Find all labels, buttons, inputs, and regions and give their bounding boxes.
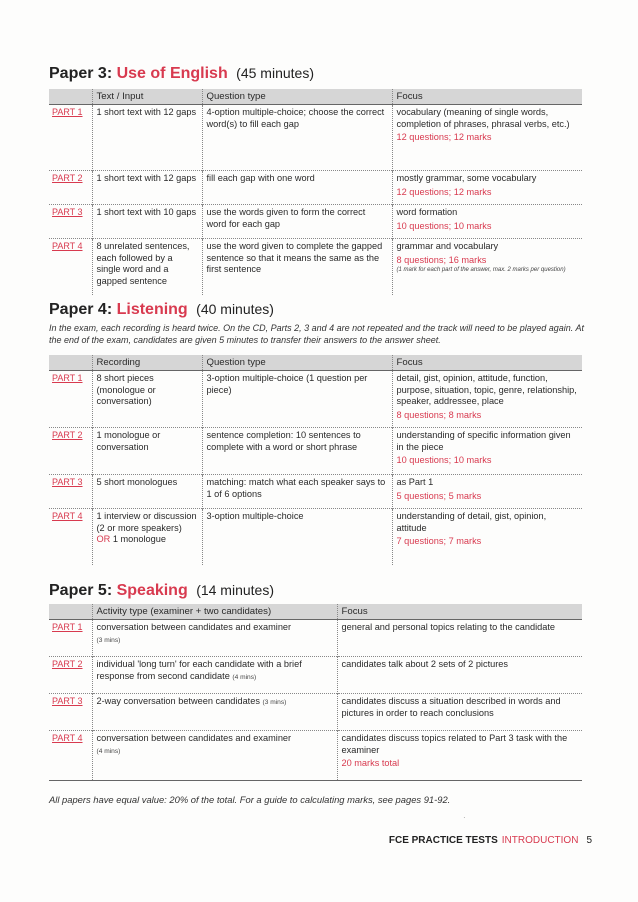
table-row [49, 371, 582, 428]
table-row [49, 428, 582, 475]
focus-text: understanding of specific information given in the piece [396, 430, 571, 452]
focus-cell: general and personal topics relating to the candidate [337, 620, 582, 657]
footer-book-title: FCE PRACTICE TESTS [388, 835, 498, 846]
part-label: PART 1 [49, 620, 92, 657]
part-label: PART 4 [49, 239, 92, 295]
part-label: PART 1 [49, 371, 92, 428]
page-mark: · [463, 813, 466, 822]
focus-cell [392, 428, 582, 475]
paper5-title [49, 582, 274, 600]
activity-header: Activity type [96, 605, 148, 617]
focus-cell [392, 509, 582, 565]
activity-text: 2-way conversation between candidates [96, 696, 260, 706]
column-header: Text / Input [92, 89, 202, 105]
input-cell: 1 short text with 10 gaps [92, 205, 202, 239]
part-label: PART 2 [49, 428, 92, 475]
question-type-cell: sentence completion: 10 sentences to complete with a word or short phrase [202, 428, 392, 475]
focus-cell [337, 731, 582, 781]
part-label: PART 3 [49, 205, 92, 239]
part-label: PART 3 [49, 694, 92, 731]
input-cell: 1 monologue or conversation [92, 428, 202, 475]
input-cell: 8 short pieces (monologue or conversation) [92, 371, 202, 428]
table-row [49, 205, 582, 239]
activity-cell [92, 620, 337, 657]
table-row [49, 657, 582, 694]
paper3-title [49, 65, 314, 83]
focus-cell [392, 475, 582, 509]
input-cell: 1 short text with 12 gaps [92, 105, 202, 171]
table-row [49, 105, 582, 171]
question-type-cell: fill each gap with one word [202, 171, 392, 205]
column-header: Recording [92, 355, 202, 371]
focus-text: as Part 1 [396, 477, 434, 487]
focus-text: mostly grammar, some vocabulary [396, 173, 537, 183]
focus-text: candidates discuss topics related to Part 3 task with the examiner [341, 733, 568, 755]
activity-text: individual 'long turn' for each candidate with a brief response from second candidate [96, 659, 302, 681]
paper5-title-name: Speaking [116, 582, 188, 599]
marks-text: 10 questions; 10 marks [396, 220, 492, 231]
marks-text: 8 questions; 8 marks [396, 409, 482, 420]
column-header: Question type [202, 355, 392, 371]
table-row [49, 171, 582, 205]
paper5-table [49, 604, 582, 781]
marks-text: 12 questions; 12 marks [396, 186, 492, 197]
focus-cell [392, 205, 582, 239]
page-number: 5 [586, 835, 592, 846]
activity-cell [92, 731, 337, 781]
part-label: PART 2 [49, 657, 92, 694]
time-text: (3 mins) [262, 699, 287, 706]
table-header-row [49, 604, 582, 620]
marks-text: 8 questions; 16 marks [396, 254, 487, 265]
paper4-title [49, 301, 274, 319]
activity-header-sub: (examiner + two candidates) [150, 605, 272, 617]
paper4-title-prefix: Paper 4: [49, 301, 113, 318]
paper3-title-prefix: Paper 3: [49, 65, 113, 82]
focus-cell [392, 105, 582, 171]
footer-note: All papers have equal value: 20% of the total. For a guide to calculating marks, see pages 91-92. [49, 794, 451, 805]
table-row [49, 620, 582, 657]
or-label: OR [96, 534, 111, 545]
focus-text: vocabulary (meaning of single words, completion of phrases, phrasal verbs, etc.) [396, 107, 570, 129]
footer-section: INTRODUCTION [501, 835, 579, 846]
paper4-intro: In the exam, each recording is heard twice. On the CD, Parts 2, 3 and 4 are not repeated and the track will need to be played again. At the end of the exam, candidates are given 5 minutes to transfer their answers to the answer sheet. [49, 323, 584, 345]
table-header-row [49, 355, 582, 371]
focus-cell: candidates talk about 2 sets of 2 pictures [337, 657, 582, 694]
question-type-cell: 4-option multiple-choice; choose the correct word(s) to fill each gap [202, 105, 392, 171]
column-header [92, 604, 337, 620]
focus-cell [392, 371, 582, 428]
marks-text: 7 questions; 7 marks [396, 536, 482, 547]
table-header-row [49, 89, 582, 105]
activity-cell [92, 694, 337, 731]
focus-text: word formation [396, 207, 458, 217]
table-row [49, 239, 582, 295]
focus-cell: candidates discuss a situation described in words and pictures in order to reach conclusions [337, 694, 582, 731]
focus-text: detail, gist, opinion, attitude, function, purpose, situation, topic, genre, relationship, speaker, addressee, place [396, 373, 577, 407]
table-row [49, 475, 582, 509]
question-type-cell: matching: match what each speaker says to 1 of 6 options [202, 475, 392, 509]
marks-text: 20 marks total [341, 758, 400, 769]
question-type-cell: use the word given to complete the gapped sentence so that it means the same as the first sentence [202, 239, 392, 295]
table-row [49, 509, 582, 565]
marks-text: 12 questions; 12 marks [396, 132, 492, 143]
time-text: (4 mins) [232, 673, 257, 681]
part-label: PART 4 [49, 509, 92, 565]
table-row [49, 694, 582, 731]
table-row [49, 731, 582, 781]
paper5-duration: (14 minutes) [196, 582, 274, 598]
column-header: Focus [392, 89, 582, 105]
part-label: PART 3 [49, 475, 92, 509]
input-text: 1 interview or discussion (2 or more speakers) [96, 511, 197, 533]
part-label: PART 4 [49, 731, 92, 781]
input-tail: 1 monologue [112, 534, 166, 545]
focus-text: understanding of detail, gist, opinion, attitude [396, 511, 547, 533]
focus-cell [392, 239, 582, 295]
paper4-duration: (40 minutes) [196, 301, 274, 317]
question-type-cell: 3-option multiple-choice (1 question per piece) [202, 371, 392, 428]
paper5-title-prefix: Paper 5: [49, 582, 113, 599]
column-header: Focus [337, 604, 582, 620]
input-cell: 5 short monologues [92, 475, 202, 509]
time-text: (4 mins) [96, 747, 121, 755]
focus-text: grammar and vocabulary [396, 241, 499, 251]
page-footer [389, 835, 592, 846]
marks-text: 10 questions; 10 marks [396, 455, 492, 466]
focus-cell [392, 171, 582, 205]
question-type-cell: 3-option multiple-choice [202, 509, 392, 565]
paper4-table [49, 355, 582, 565]
column-header: Question type [202, 89, 392, 105]
paper3-title-name: Use of English [116, 65, 228, 82]
paper4-title-name: Listening [116, 301, 188, 318]
paper3-table [49, 89, 582, 295]
marks-note: (1 mark for each part of the answer, max. 2 marks per question) [396, 267, 566, 274]
part-label: PART 2 [49, 171, 92, 205]
activity-cell [92, 657, 337, 694]
part-label: PART 1 [49, 105, 92, 171]
question-type-cell: use the words given to form the correct word for each gap [202, 205, 392, 239]
activity-text: conversation between candidates and examiner [96, 733, 292, 743]
paper3-duration: (45 minutes) [236, 65, 314, 81]
marks-text: 5 questions; 5 marks [396, 490, 482, 501]
input-cell [92, 509, 202, 565]
input-cell: 8 unrelated sentences, each followed by a single word and a gapped sentence [92, 239, 202, 295]
input-cell: 1 short text with 12 gaps [92, 171, 202, 205]
activity-text: conversation between candidates and examiner [96, 622, 292, 632]
time-text: (3 mins) [96, 636, 121, 644]
column-header: Focus [392, 355, 582, 371]
